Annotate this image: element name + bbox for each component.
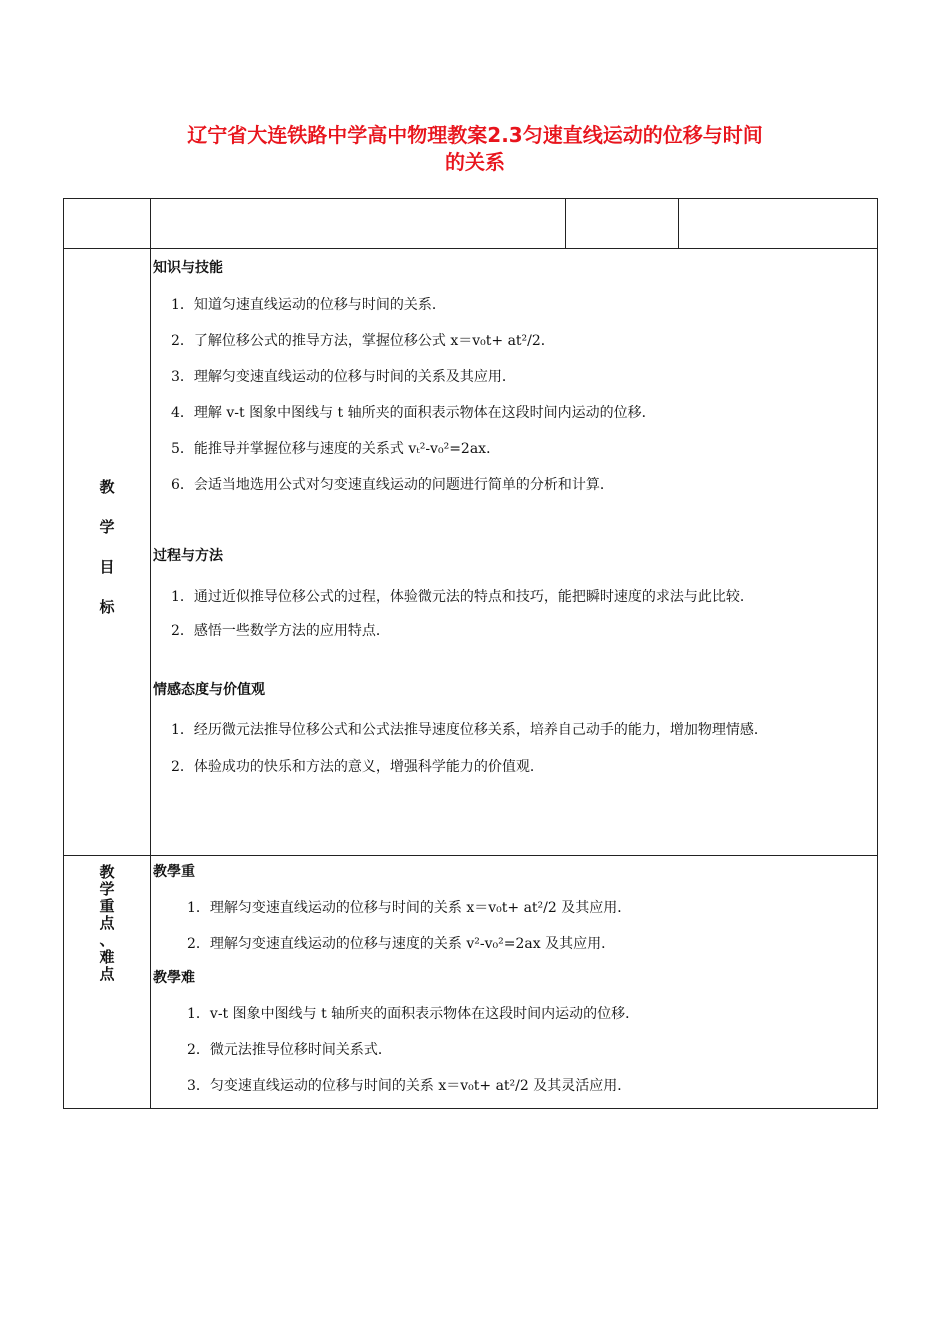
knowledge-item: 2．了解位移公式的推导方法，掌握位移公式 x＝v₀t+ at²/2．: [171, 333, 555, 349]
objectives-label-char: 目: [99, 558, 115, 576]
header-cell-1: [64, 199, 151, 249]
header-cell-4: [679, 199, 878, 249]
objectives-label-char: 标: [99, 598, 115, 616]
keypoints-label-char: 、: [99, 931, 115, 949]
header-cell-3: [566, 199, 679, 249]
keypoints-label-char: 学: [99, 880, 115, 898]
header-cell-2: [151, 199, 566, 249]
knowledge-item: 1．知道匀速直线运动的位移与时间的关系．: [171, 297, 446, 313]
attitude-heading: 情感态度与价值观: [153, 682, 265, 698]
header-row: [64, 199, 878, 249]
keypoints-label-cell: [64, 856, 151, 1109]
knowledge-heading: 知识与技能: [153, 260, 223, 276]
knowledge-item: 6．会适当地选用公式对匀变速直线运动的问题进行简单的分析和计算．: [171, 477, 614, 493]
difficulty-item: 2．微元法推导位移时间关系式．: [187, 1042, 392, 1058]
focus-item: 2．理解匀变速直线运动的位移与速度的关系 v²-v₀²=2ax 及其应用．: [187, 936, 616, 952]
difficulty-item: 1．v-t 图象中图线与 t 轴所夹的面积表示物体在这段时间内运动的位移．: [187, 1006, 640, 1022]
objectives-row: [64, 249, 878, 856]
attitude-item: 2．体验成功的快乐和方法的意义，增强科学能力的价值观．: [171, 759, 544, 775]
objectives-label-cell: [64, 249, 151, 856]
title-line-1: 辽宁省大连铁路中学高中物理教案2.3匀速直线运动的位移与时间: [187, 123, 763, 147]
keypoints-label-char: 重: [99, 897, 115, 915]
knowledge-item: 4．理解 v-t 图象中图线与 t 轴所夹的面积表示物体在这段时间内运动的位移．: [171, 405, 656, 421]
focus-item: 1．理解匀变速直线运动的位移与时间的关系 x＝v₀t+ at²/2 及其应用．: [187, 900, 632, 916]
knowledge-item: 3．理解匀变速直线运动的位移与时间的关系及其应用．: [171, 369, 516, 385]
keypoints-label-char: 难: [99, 948, 115, 966]
difficulty-item: 3．匀变速直线运动的位移与时间的关系 x＝v₀t+ at²/2 及其灵活应用．: [187, 1078, 632, 1094]
lesson-plan-table: [63, 198, 878, 1109]
document-title: [80, 122, 870, 176]
objectives-content-cell: [151, 249, 878, 856]
keypoints-label-char: 点: [99, 914, 115, 932]
title-line-2: 的关系: [445, 150, 505, 174]
keypoints-content-cell: [151, 856, 878, 1109]
attitude-item: 1．经历微元法推导位移公式和公式法推导速度位移关系，培养自己动手的能力，增加物理情感．: [171, 722, 768, 738]
process-item: 2．感悟一些数学方法的应用特点．: [171, 623, 390, 639]
objectives-label-char: 教: [99, 478, 115, 496]
process-heading: 过程与方法: [153, 548, 223, 564]
knowledge-item: 5．能推导并掌握位移与速度的关系式 vₜ²-v₀²=2ax．: [171, 441, 501, 457]
process-item: 1．通过近似推导位移公式的过程，体验微元法的特点和技巧，能把瞬时速度的求法与此比较．: [171, 589, 754, 605]
difficulty-heading: 教學难: [153, 970, 195, 986]
keypoints-row: [64, 856, 878, 1109]
keypoints-label-char: 教: [99, 863, 115, 881]
focus-heading: 教學重: [153, 864, 195, 880]
keypoints-label-char: 点: [99, 965, 115, 983]
objectives-label-char: 学: [99, 518, 115, 536]
